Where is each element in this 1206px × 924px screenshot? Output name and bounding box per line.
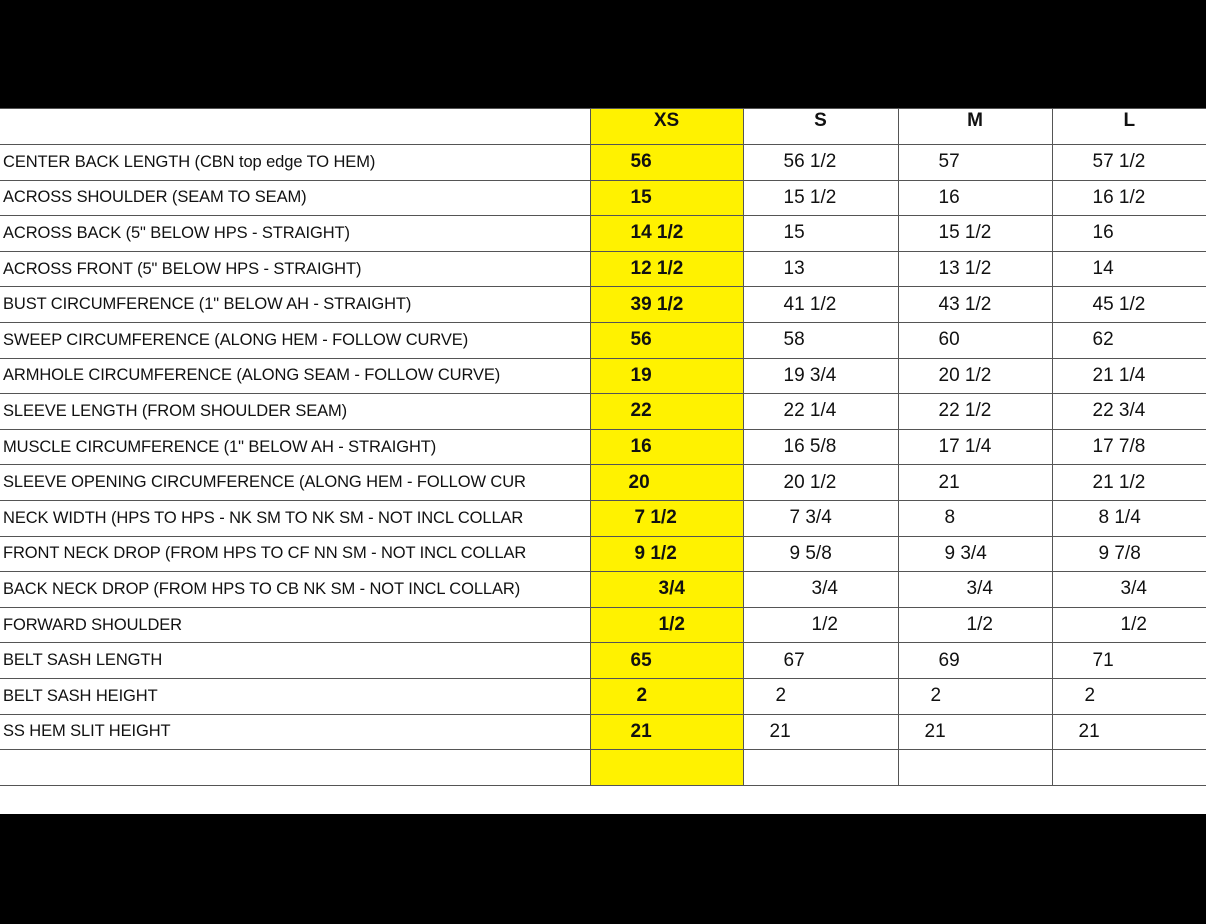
cell-size-m: 1/2 <box>898 607 1052 643</box>
cell-size-m: 60 <box>898 322 1052 358</box>
cell-size-l: 21 1/2 <box>1052 465 1206 501</box>
cell-size-s: 9 5/8 <box>743 536 898 572</box>
row-label: BUST CIRCUMFERENCE (1" BELOW AH - STRAIGHT) <box>0 287 590 323</box>
cell-size-s: 2 <box>743 678 898 714</box>
cell-size-l: 2 <box>1052 678 1206 714</box>
header-size-s: S <box>743 109 898 145</box>
cell-size-l: 57 1/2 <box>1052 145 1206 181</box>
row-label: ACROSS BACK (5" BELOW HPS - STRAIGHT) <box>0 216 590 252</box>
cell-size-s: 15 1/2 <box>743 180 898 216</box>
table-row <box>0 216 1206 252</box>
cell-size-m: 20 1/2 <box>898 358 1052 394</box>
cell-size-m: 15 1/2 <box>898 216 1052 252</box>
cell-size-s: 7 3/4 <box>743 500 898 536</box>
header-row <box>0 109 1206 145</box>
cell-size-m: 8 <box>898 500 1052 536</box>
header-label-cell <box>0 109 590 145</box>
cell-size-s: 58 <box>743 322 898 358</box>
cell-size-l: 9 7/8 <box>1052 536 1206 572</box>
cell-size-s <box>743 750 898 786</box>
row-label: SLEEVE LENGTH (FROM SHOULDER SEAM) <box>0 394 590 430</box>
cell-size-l: 16 1/2 <box>1052 180 1206 216</box>
table-row <box>0 750 1206 786</box>
cell-size-l: 3/4 <box>1052 572 1206 608</box>
cell-size-m <box>898 750 1052 786</box>
cell-size-l: 22 3/4 <box>1052 394 1206 430</box>
cell-size-xs: 19 <box>590 358 743 394</box>
cell-size-s: 56 1/2 <box>743 145 898 181</box>
cell-size-s: 13 <box>743 251 898 287</box>
cell-size-xs: 16 <box>590 429 743 465</box>
table-row <box>0 180 1206 216</box>
cell-size-m: 21 <box>898 465 1052 501</box>
cell-size-l: 14 <box>1052 251 1206 287</box>
row-label: FRONT NECK DROP (FROM HPS TO CF NN SM - NOT INCL COLLAR <box>0 536 590 572</box>
table-row <box>0 643 1206 679</box>
table-row <box>0 287 1206 323</box>
cell-size-xs: 39 1/2 <box>590 287 743 323</box>
cell-size-m: 43 1/2 <box>898 287 1052 323</box>
table-row <box>0 251 1206 287</box>
cell-size-l: 45 1/2 <box>1052 287 1206 323</box>
cell-size-s: 16 5/8 <box>743 429 898 465</box>
row-label: BELT SASH HEIGHT <box>0 678 590 714</box>
cell-size-m: 69 <box>898 643 1052 679</box>
spec-sheet <box>0 108 1206 814</box>
cell-size-l: 71 <box>1052 643 1206 679</box>
cell-size-xs: 3/4 <box>590 572 743 608</box>
cell-size-xs: 2 <box>590 678 743 714</box>
row-label: CENTER BACK LENGTH (CBN top edge TO HEM) <box>0 145 590 181</box>
cell-size-m: 16 <box>898 180 1052 216</box>
row-label: BACK NECK DROP (FROM HPS TO CB NK SM - NOT INCL COLLAR) <box>0 572 590 608</box>
table-row <box>0 465 1206 501</box>
cell-size-s: 1/2 <box>743 607 898 643</box>
cell-size-l: 21 <box>1052 714 1206 750</box>
row-label: BELT SASH LENGTH <box>0 643 590 679</box>
cell-size-l: 8 1/4 <box>1052 500 1206 536</box>
cell-size-l: 21 1/4 <box>1052 358 1206 394</box>
cell-size-m: 57 <box>898 145 1052 181</box>
row-label: SLEEVE OPENING CIRCUMFERENCE (ALONG HEM - FOLLOW CUR <box>0 465 590 501</box>
table-row <box>0 714 1206 750</box>
table-row <box>0 394 1206 430</box>
cell-size-l: 62 <box>1052 322 1206 358</box>
table-row <box>0 678 1206 714</box>
cell-size-m: 22 1/2 <box>898 394 1052 430</box>
cell-size-s: 67 <box>743 643 898 679</box>
cell-size-m: 3/4 <box>898 572 1052 608</box>
cell-size-xs: 12 1/2 <box>590 251 743 287</box>
row-label: FORWARD SHOULDER <box>0 607 590 643</box>
measurement-table <box>0 108 1206 786</box>
header-size-l: L <box>1052 109 1206 145</box>
cell-size-xs: 9 1/2 <box>590 536 743 572</box>
row-label <box>0 750 590 786</box>
table-row <box>0 500 1206 536</box>
cell-size-m: 17 1/4 <box>898 429 1052 465</box>
cell-size-m: 21 <box>898 714 1052 750</box>
row-label: ACROSS SHOULDER (SEAM TO SEAM) <box>0 180 590 216</box>
cell-size-s: 20 1/2 <box>743 465 898 501</box>
cell-size-m: 2 <box>898 678 1052 714</box>
cell-size-xs: 22 <box>590 394 743 430</box>
table-row <box>0 607 1206 643</box>
cell-size-xs: 56 <box>590 322 743 358</box>
cell-size-xs: 14 1/2 <box>590 216 743 252</box>
cell-size-s: 22 1/4 <box>743 394 898 430</box>
cell-size-xs <box>590 750 743 786</box>
cell-size-s: 21 <box>743 714 898 750</box>
table-row <box>0 145 1206 181</box>
row-label: NECK WIDTH (HPS TO HPS - NK SM TO NK SM - NOT INCL COLLAR <box>0 500 590 536</box>
header-size-m: M <box>898 109 1052 145</box>
table-row <box>0 572 1206 608</box>
header-size-xs: XS <box>590 109 743 145</box>
cell-size-s: 41 1/2 <box>743 287 898 323</box>
table-row <box>0 429 1206 465</box>
cell-size-l <box>1052 750 1206 786</box>
table-row <box>0 322 1206 358</box>
cell-size-xs: 56 <box>590 145 743 181</box>
row-label: SWEEP CIRCUMFERENCE (ALONG HEM - FOLLOW CURVE) <box>0 322 590 358</box>
cell-size-s: 19 3/4 <box>743 358 898 394</box>
cell-size-s: 3/4 <box>743 572 898 608</box>
cell-size-l: 1/2 <box>1052 607 1206 643</box>
table-row <box>0 358 1206 394</box>
cell-size-xs: 15 <box>590 180 743 216</box>
row-label: MUSCLE CIRCUMFERENCE (1" BELOW AH - STRAIGHT) <box>0 429 590 465</box>
cell-size-xs: 65 <box>590 643 743 679</box>
cell-size-l: 17 7/8 <box>1052 429 1206 465</box>
cell-size-m: 13 1/2 <box>898 251 1052 287</box>
row-label: ARMHOLE CIRCUMFERENCE (ALONG SEAM - FOLLOW CURVE) <box>0 358 590 394</box>
row-label: SS HEM SLIT HEIGHT <box>0 714 590 750</box>
table-row <box>0 536 1206 572</box>
row-label: ACROSS FRONT (5" BELOW HPS - STRAIGHT) <box>0 251 590 287</box>
cell-size-xs: 1/2 <box>590 607 743 643</box>
cell-size-xs: 7 1/2 <box>590 500 743 536</box>
cell-size-xs: 21 <box>590 714 743 750</box>
cell-size-xs: 20 <box>590 465 743 501</box>
cell-size-s: 15 <box>743 216 898 252</box>
cell-size-m: 9 3/4 <box>898 536 1052 572</box>
cell-size-l: 16 <box>1052 216 1206 252</box>
